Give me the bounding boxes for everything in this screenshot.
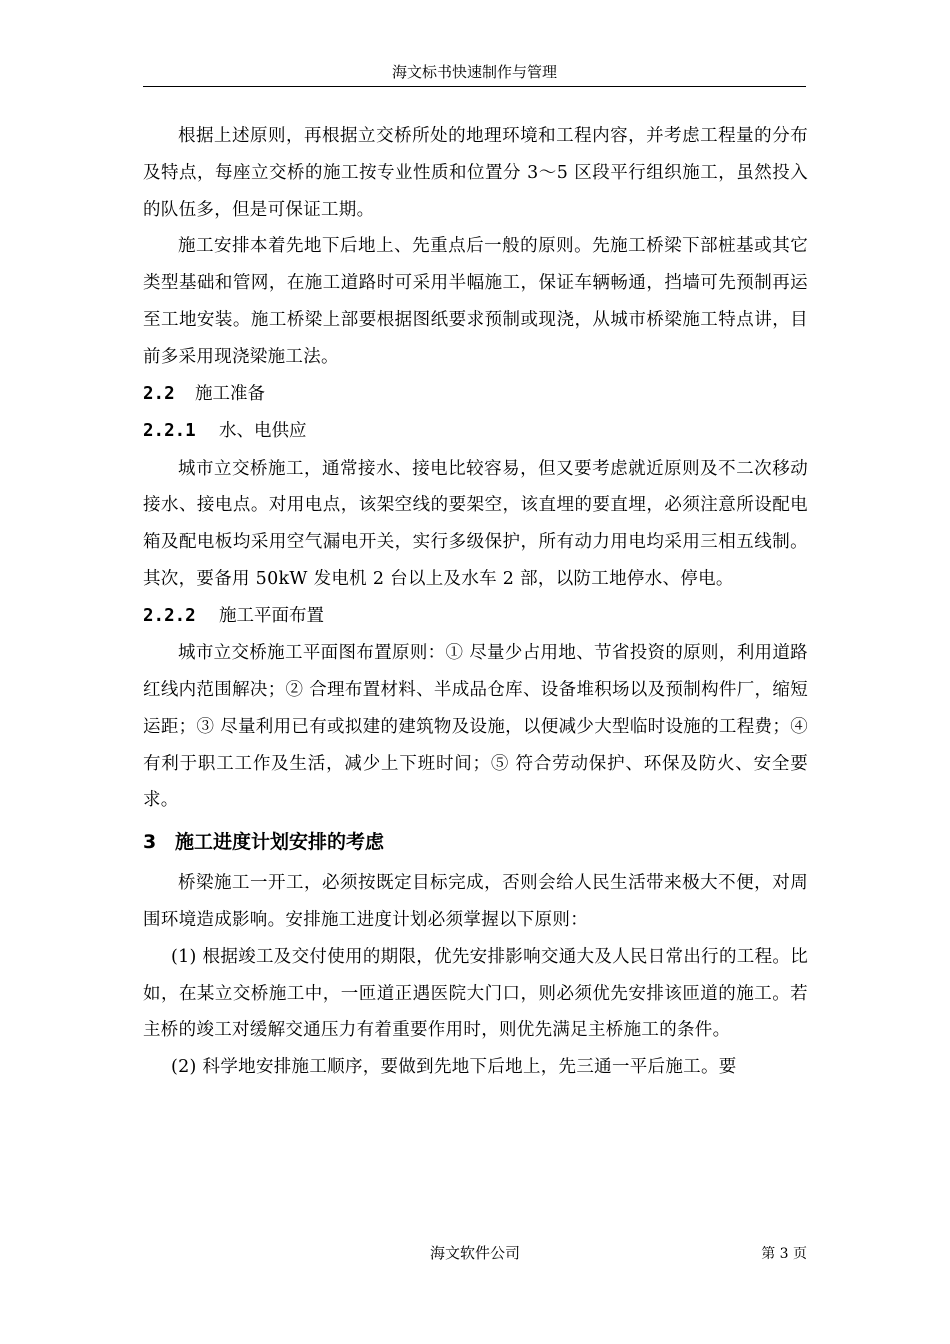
paragraph-4: 城市立交桥施工平面图布置原则：① 尽量少占用地、节省投资的原则，利用道路红线内范围解决；② 合理布置材料、半成品仓库、设备堆积场以及预制构件厂，缩短运距；③ 尽量利用已有或拟建的建筑物及设施，以便减少大型临时设施的工程费；④ 有利于职工工作及生活，减少上下班时间；⑤ 符合劳动保护、环保及防火、安全要求。 bbox=[143, 643, 808, 811]
paragraph-7: (2) 科学地安排施工顺序，要做到先地下后地上，先三通一平后施工。要 bbox=[171, 1057, 737, 1078]
section-2-2-heading bbox=[143, 376, 808, 414]
section-2-2-2-heading bbox=[143, 598, 808, 636]
page-number: 第 3 页 bbox=[761, 1246, 807, 1262]
page-header bbox=[143, 58, 806, 87]
section-title: 施工准备 bbox=[195, 383, 265, 404]
section-title: 水、电供应 bbox=[219, 421, 307, 442]
section-number: 2.2.1 bbox=[143, 421, 196, 442]
section-2-2-1-heading bbox=[143, 413, 808, 451]
section-title: 施工进度计划安排的考虑 bbox=[175, 831, 385, 854]
paragraph-6: (1) 根据竣工及交付使用的期限，优先安排影响交通大及人民日常出行的工程。比如，在某立交桥施工中，一匝道正遇医院大门口，则必须优先安排该匝道的施工。若主桥的竣工对缓解交通压力有着重要作用时，则优先满足主桥施工的条件。 bbox=[143, 946, 808, 1041]
section-number: 2.2 bbox=[143, 383, 175, 404]
paragraph-5: 桥梁施工一开工，必须按既定目标完成，否则会给人民生活带来极大不便，对周围环境造成影响。安排施工进度计划必须掌握以下原则： bbox=[143, 873, 808, 931]
paragraph-1: 根据上述原则，再根据立交桥所处的地理环境和工程内容，并考虑工程量的分布及特点，每座立交桥的施工按专业性质和位置分 3～5 区段平行组织施工，虽然投入的队伍多，但是可保证工期。 bbox=[143, 126, 808, 220]
document-body bbox=[143, 118, 808, 1086]
footer-company: 海文软件公司 bbox=[429, 1244, 520, 1262]
paragraph-2: 施工安排本着先地下后地上、先重点后一般的原则。先施工桥梁下部桩基或其它类型基础和管网，在施工道路时可采用半幅施工，保证车辆畅通，挡墙可先预制再运至工地安装。施工桥梁上部要根据图纸要求预制或现浇，从城市桥梁施工特点讲，目前多采用现浇梁施工法。 bbox=[143, 236, 808, 367]
section-number: 3 bbox=[143, 831, 157, 854]
section-3-heading bbox=[143, 819, 808, 865]
section-number: 2.2.2 bbox=[143, 605, 196, 626]
paragraph-3: 城市立交桥施工，通常接水、接电比较容易，但又要考虑就近原则及不二次移动接水、接电点。对用电点，该架空线的要架空，该直埋的要直埋，必须注意所设配电箱及配电板均采用空气漏电开关，实行多级保护，所有动力用电均采用三相五线制。其次，要备用 50kW 发电机 2 台以上及水车 2 部，以防工地停水、停电。 bbox=[143, 458, 808, 589]
section-title: 施工平面布置 bbox=[219, 605, 324, 626]
header-title: 海文标书快速制作与管理 bbox=[391, 63, 557, 81]
